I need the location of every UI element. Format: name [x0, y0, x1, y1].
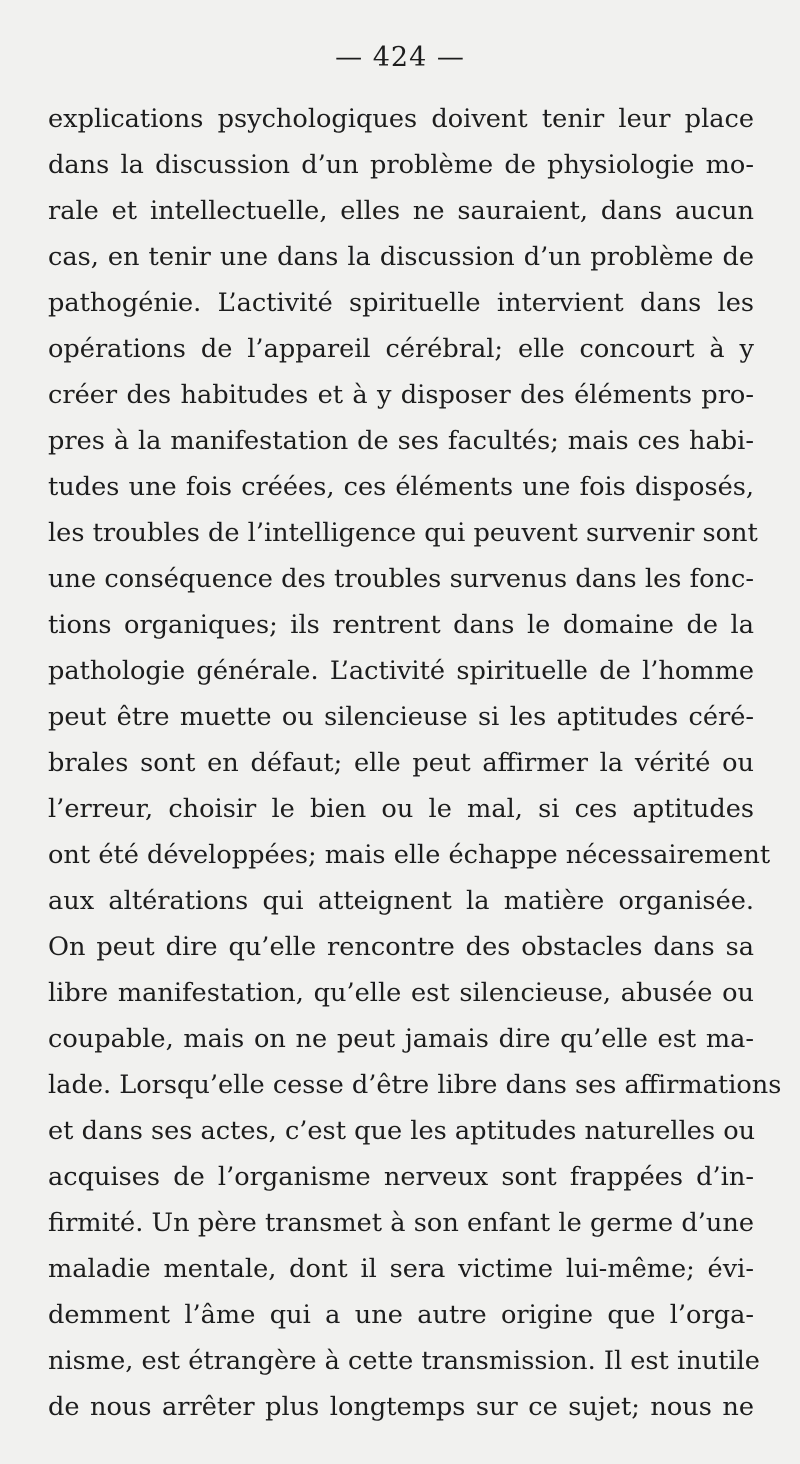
text-line: libre manifestation, qu’elle est silencieuse, abusée ou: [48, 978, 754, 1008]
text-line: pres à la manifestation de ses facultés; mais ces habi-: [48, 426, 754, 456]
text-line: rale et intellectuelle, elles ne sauraient, dans aucun: [48, 196, 754, 226]
text-line: et dans ses actes, c’est que les aptitudes naturelles ou: [48, 1116, 756, 1146]
text-line: une conséquence des troubles survenus dans les fonc-: [48, 564, 754, 594]
text-line: nisme, est étrangère à cette transmission. Il est inutile: [48, 1346, 760, 1376]
text-line: cas, en tenir une dans la discussion d’un problème de: [48, 242, 754, 272]
page-number: — 424 —: [335, 42, 465, 73]
text-line: tions organiques; ils rentrent dans le domaine de la: [48, 610, 754, 640]
text-line: pathologie générale. L’activité spirituelle de l’homme: [48, 656, 754, 686]
text-line: firmité. Un père transmet à son enfant le germe d’une: [48, 1208, 754, 1238]
text-line: explications psychologiques doivent tenir leur place: [48, 104, 754, 134]
text-line: les troubles de l’intelligence qui peuvent survenir sont: [48, 518, 758, 548]
text-line: maladie mentale, dont il sera victime lui-même; évi-: [48, 1254, 754, 1284]
text-line: opérations de l’appareil cérébral; elle concourt à y: [48, 334, 754, 364]
text-line: aux altérations qui atteignent la matière organisée.: [48, 886, 754, 916]
text-line: peut être muette ou silencieuse si les aptitudes céré-: [48, 702, 754, 732]
text-line: On peut dire qu’elle rencontre des obstacles dans sa: [48, 932, 754, 962]
text-line: tudes une fois créées, ces éléments une fois disposés,: [48, 472, 754, 502]
text-line: brales sont en défaut; elle peut affirmer la vérité ou: [48, 748, 754, 778]
text-line: acquises de l’organisme nerveux sont frappées d’in-: [48, 1162, 754, 1192]
text-line: lade. Lorsqu’elle cesse d’être libre dans ses affirmations: [48, 1070, 782, 1100]
text-line: dans la discussion d’un problème de physiologie mo-: [48, 150, 754, 180]
text-line: ont été développées; mais elle échappe nécessairement: [48, 840, 771, 870]
text-line: demment l’âme qui a une autre origine que l’orga-: [48, 1300, 754, 1330]
text-line: l’erreur, choisir le bien ou le mal, si ces aptitudes: [48, 794, 754, 824]
text-line: coupable, mais on ne peut jamais dire qu’elle est ma-: [48, 1024, 754, 1054]
text-line: de nous arrêter plus longtemps sur ce sujet; nous ne: [48, 1392, 754, 1422]
text-line: créer des habitudes et à y disposer des éléments pro-: [48, 380, 754, 410]
text-line: pathogénie. L’activité spirituelle intervient dans les: [48, 288, 754, 318]
